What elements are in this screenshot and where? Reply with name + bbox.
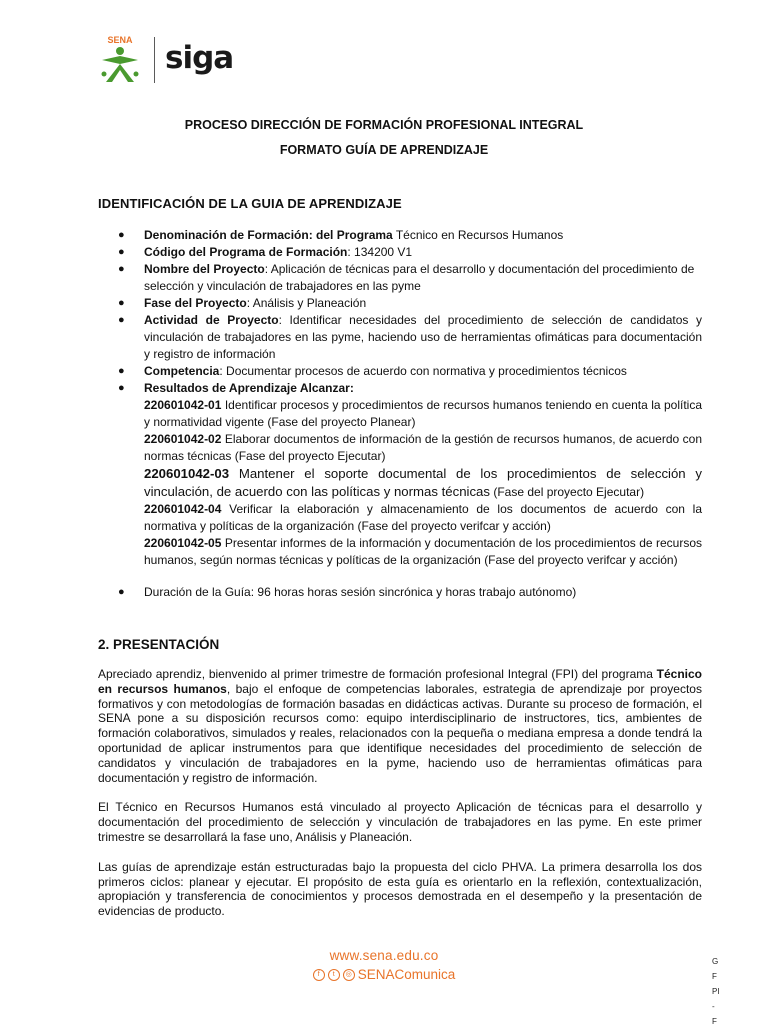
learning-result: 220601042-05 Presentar informes de la información y documentación de los procedimientos de recursos humanos, según normas técnicas y políticas de la organización (Fase del proyecto verifcar y acción)	[144, 536, 702, 567]
social-handle[interactable]: SENAComunica	[357, 967, 456, 982]
siga-logo: siga	[165, 40, 234, 76]
presentation-body	[98, 667, 702, 934]
list-item: ● Resultados de Aprendizaje Alcanzar:	[118, 381, 354, 395]
bullet-icon: ●	[118, 246, 125, 258]
header-logos	[96, 34, 233, 86]
bullet-icon: ●	[118, 314, 125, 326]
bullet-icon: ●	[118, 229, 125, 241]
twitter-icon[interactable]: t	[328, 969, 340, 981]
learning-result: 220601042-03 Mantener el soporte documental de los procedimientos de selección y vinculación, de acuerdo con las políticas y normas técnicas (Fase del proyecto Ejecutar)	[144, 466, 702, 499]
sena-logo	[96, 34, 144, 86]
bullet-icon: ●	[118, 365, 125, 377]
bullet-icon: ●	[118, 297, 125, 309]
list-item: ● Fase del Proyecto: Análisis y Planeación	[118, 296, 367, 310]
section-title-identificacion: IDENTIFICACIÓN DE LA GUIA DE APRENDIZAJE	[98, 196, 402, 211]
paragraph: Apreciado aprendiz, bienvenido al primer trimestre de formación profesional Integral (FPI) del programa Técnico en recursos humanos, bajo el enfoque de competencias laborales, estrategia de aprendizaje por proyectos formativos y con metodologías de formación basadas en didácticas activas. Durante su proceso de formación, el SENA pone a su disposición recursos como: equipo interdisciplinario de instructores, tics, ambientes de formación colaborativos, simulados y reales, relacionados con la pequeña o mediana empresa a donde tendrá la oportunidad de aplicar instrumentos para que identifique necesidades del procedimiento de selección de candidatos y vinculación de trabajadores en la pyme, haciendo uso de herramientas ofimáticas para documentación y registro de información.	[98, 667, 702, 785]
list-item: ● Código del Programa de Formación: 134200 V1	[118, 245, 413, 259]
document-title: PROCESO DIRECCIÓN DE FORMACIÓN PROFESIONAL INTEGRAL	[184, 118, 584, 132]
logo-divider	[154, 37, 155, 83]
svg-text:SENA: SENA	[107, 35, 133, 45]
social-links	[0, 967, 768, 982]
document-subtitle: FORMATO GUÍA DE APRENDIZAJE	[279, 143, 489, 157]
list-item: ● Competencia: Documentar procesos de acuerdo con normativa y procedimientos técnicos	[118, 364, 627, 378]
list-item	[98, 584, 702, 601]
bullet-icon: ●	[118, 382, 125, 394]
footer	[0, 948, 768, 982]
paragraph: El Técnico en Recursos Humanos está vinculado al proyecto Aplicación de técnicas para el desarrollo y documentación del procedimiento de selección y vinculación de trabajadores en las pyme. En este primer trimestre se desarrollará la fase uno, Análisis y Planeación.	[98, 800, 702, 844]
section-title-presentacion: 2. PRESENTACIÓN	[98, 637, 220, 652]
identification-list	[98, 227, 702, 601]
learning-result: 220601042-01 Identificar procesos y procedimientos de recursos humanos teniendo en cuenta la política y normatividad vigente (Fase del proyecto Planear)	[144, 398, 702, 429]
list-item: ● Nombre del Proyecto: Aplicación de técnicas para el desarrollo y documentación del procedimiento de selección y vinculación de trabajadores en las pyme	[118, 262, 695, 293]
learning-result: 220601042-04 Verificar la elaboración y almacenamiento de los documentos de acuerdo con la normativa y políticas de la organización (Fase del proyecto verifcar y acción)	[144, 502, 702, 533]
paragraph: Las guías de aprendizaje están estructuradas bajo la propuesta del ciclo PHVA. La primera desarrolla los dos primeros ciclos: planear y ejecutar. El propósito de esta guía es orientarlo en la reflexión, contextualización, apropiación y transferencia de conocimientos y procesos demostrada en el desempeño y la presentación de evidencias de producto.	[98, 859, 702, 919]
learning-result: 220601042-02 Elaborar documentos de información de la gestión de recursos humanos, de acuerdo con normas técnicas (Fase del proyecto Ejecutar)	[144, 432, 702, 463]
bullet-icon: ●	[118, 263, 125, 275]
bullet-icon: ●	[118, 586, 125, 598]
facebook-icon[interactable]: f	[313, 969, 325, 981]
side-format-code: G F PI - F	[712, 957, 720, 1026]
list-item: ● Denominación de Formación: del Programa Técnico en Recursos Humanos	[118, 228, 564, 242]
instagram-icon[interactable]: ◎	[343, 969, 355, 981]
guide-duration: Duración de la Guía: 96 horas horas sesión sincrónica y horas trabajo autónomo)	[144, 585, 577, 599]
website-link[interactable]: www.sena.edu.co	[329, 948, 439, 963]
list-item: ● Actividad de Proyecto: Identificar necesidades del procedimiento de selección de candidatos y vinculación de trabajadores en las pyme, haciendo uso de herramientas ofimáticas para documentación y registro de información	[118, 313, 702, 361]
